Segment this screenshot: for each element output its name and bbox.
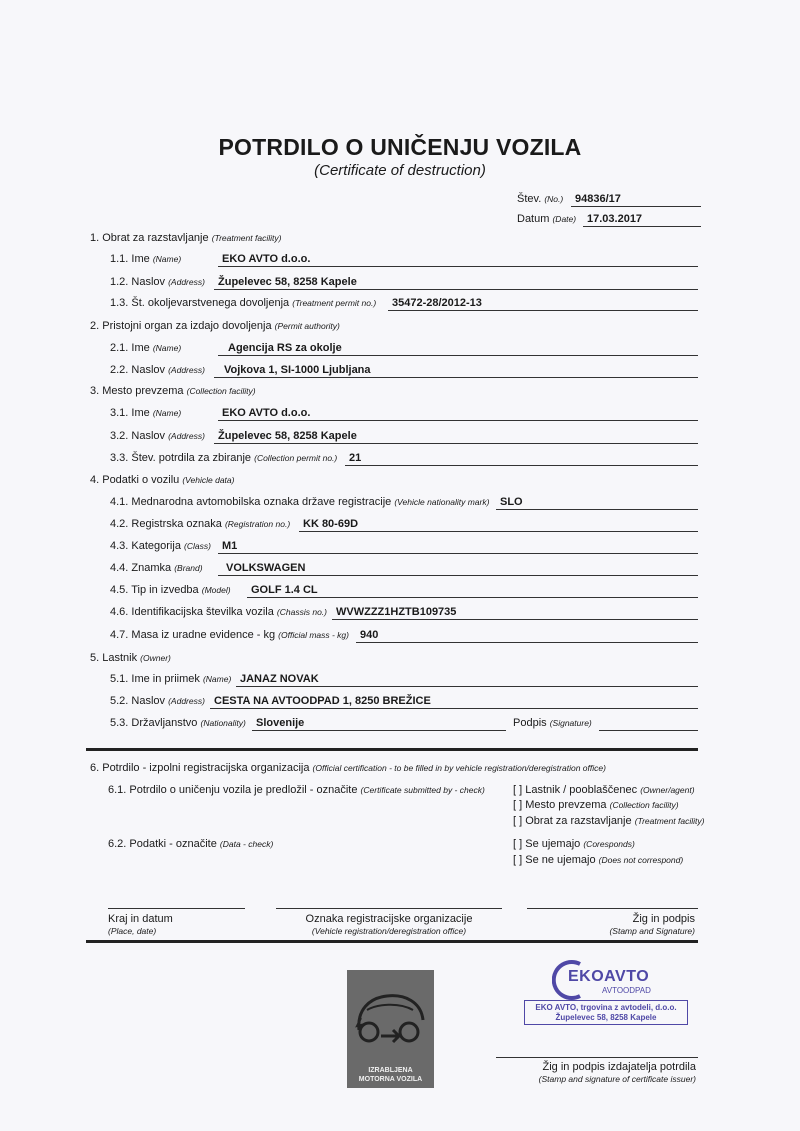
option-treatment-facility[interactable]: [ ] Obrat za razstavljanje (Treatment facility) — [513, 815, 705, 827]
signature-label: Podpis (Signature) — [513, 717, 592, 729]
place-date-label: Kraj in datum — [108, 913, 173, 925]
row-6-2-label: 6.2. Podatki - označite (Data - check) — [108, 838, 274, 850]
treatment-permit-field[interactable]: 35472-28/2012-13 — [388, 296, 698, 311]
stamp-brand: EKOAVTO — [568, 968, 650, 985]
row-3-3-label: 3.3. Štev. potrdila za zbiranje (Collection permit no.) — [110, 452, 338, 464]
row-1-2-label: 1.2. Naslov (Address) — [110, 276, 205, 288]
place-date-en: (Place, date) — [108, 926, 157, 936]
checkbox-collection-facility[interactable]: [ ] — [513, 799, 523, 811]
section-2-title: 2. Pristojni organ za izdajo dovoljenja (Permit authority) — [90, 320, 340, 332]
owner-address-field[interactable]: CESTA NA AVTOODPAD 1, 8250 BREŽICE — [210, 694, 698, 709]
place-date-line — [108, 908, 245, 909]
row-4-7-label: 4.7. Masa iz uradne evidence - kg (Official mass - kg) — [110, 629, 349, 641]
checkbox-owner-agent[interactable]: [ ] — [513, 784, 523, 796]
section-6-title: 6. Potrdilo - izpolni registracijska organizacija (Official certification - to be filled in by vehicle registration/deregistration office) — [90, 762, 606, 774]
section-4-title: 4. Podatki o vozilu (Vehicle data) — [90, 474, 235, 486]
row-2-1-label: 2.1. Ime (Name) — [110, 342, 182, 354]
row-4-5-label: 4.5. Tip in izvedba (Model) — [110, 584, 231, 596]
row-4-3-label: 4.3. Kategorija (Class) — [110, 540, 211, 552]
owner-nationality-field[interactable]: Slovenije — [252, 716, 506, 731]
row-3-2-label: 3.2. Naslov (Address) — [110, 430, 205, 442]
option-owner-agent[interactable]: [ ] Lastnik / pooblaščenec (Owner/agent) — [513, 784, 695, 796]
recycled-car-icon — [347, 970, 434, 1066]
row-5-1-label: 5.1. Ime in priimek (Name) — [110, 673, 232, 685]
checkbox-treatment-facility[interactable]: [ ] — [513, 815, 523, 827]
row-6-1-label: 6.1. Potrdilo o uničenju vozila je predložil - označite (Certificate submitted by - check) — [108, 784, 485, 796]
owner-name-field[interactable]: JANAZ NOVAK — [236, 672, 698, 687]
option-not-correspond[interactable]: [ ] Se ne ujemajo (Does not correspond) — [513, 854, 684, 866]
stamp-line — [527, 908, 698, 909]
row-5-2-label: 5.2. Naslov (Address) — [110, 695, 205, 707]
option-collection-facility[interactable]: [ ] Mesto prevzema (Collection facility) — [513, 799, 679, 811]
issuer-line — [496, 1057, 698, 1058]
vehicle-model-field[interactable]: GOLF 1.4 CL — [247, 583, 698, 598]
authority-address-field[interactable]: Vojkova 1, SI-1000 Ljubljana — [214, 363, 698, 378]
certificate-number-field[interactable]: 94836/17 — [571, 192, 701, 207]
company-stamp — [518, 960, 688, 1040]
stamp-signature-label: Žig in podpis — [632, 913, 695, 925]
collection-name-field[interactable]: EKO AVTO d.o.o. — [218, 406, 698, 421]
section-5-title: 5. Lastnik (Owner) — [90, 652, 171, 664]
page-subtitle: (Certificate of destruction) — [314, 162, 486, 179]
collection-permit-field[interactable]: 21 — [345, 451, 698, 466]
stamp-sub: AVTOODPAD — [602, 986, 651, 995]
checkbox-corresponds[interactable]: [ ] — [513, 838, 523, 850]
logo-caption: IZRABLJENA MOTORNA VOZILA — [358, 1067, 423, 1083]
facility-name-field[interactable]: EKO AVTO d.o.o. — [218, 252, 698, 267]
facility-address-field[interactable]: Župelevec 58, 8258 Kapele — [214, 275, 698, 290]
issuer-en: (Stamp and signature of certificate issuer) — [538, 1074, 696, 1084]
checkbox-not-correspond[interactable]: [ ] — [513, 854, 523, 866]
authority-name-field[interactable]: Agencija RS za okolje — [218, 341, 698, 356]
row-3-1-label: 3.1. Ime (Name) — [110, 407, 182, 419]
vehicle-brand-field[interactable]: VOLKSWAGEN — [218, 561, 698, 576]
vehicle-class-field[interactable]: M1 — [218, 539, 698, 554]
section-divider — [86, 748, 698, 751]
nationality-mark-field[interactable]: SLO — [496, 495, 698, 510]
row-4-6-label: 4.6. Identifikacijska številka vozila (Chassis no.) — [110, 606, 327, 618]
row-4-2-label: 4.2. Registrska oznaka (Registration no.) — [110, 518, 291, 530]
row-4-4-label: 4.4. Znamka (Brand) — [110, 562, 203, 574]
collection-address-field[interactable]: Župelevec 58, 8258 Kapele — [214, 429, 698, 444]
row-2-2-label: 2.2. Naslov (Address) — [110, 364, 205, 376]
footer-divider — [86, 940, 698, 943]
office-label: Oznaka registracijske organizacije — [305, 913, 473, 925]
page-title: POTRDILO O UNIČENJU VOZILA — [218, 134, 582, 160]
row-1-3-label: 1.3. Št. okoljevarstvenega dovoljenja (Treatment permit no.) — [110, 297, 377, 309]
vehicle-mass-field[interactable]: 940 — [356, 628, 698, 643]
date-label: Datum (Date) — [517, 213, 577, 225]
office-en: (Vehicle registration/deregistration office) — [311, 926, 467, 936]
option-corresponds[interactable]: [ ] Se ujemajo (Coresponds) — [513, 838, 635, 850]
row-1-1-label: 1.1. Ime (Name) — [110, 253, 182, 265]
number-label: Štev. (No.) — [517, 193, 564, 205]
stamp-box: EKO AVTO, trgovina z avtodeli, d.o.o. Župelevec 58, 8258 Kapele — [524, 1000, 688, 1025]
section-3-title: 3. Mesto prevzema (Collection facility) — [90, 385, 256, 397]
office-line — [276, 908, 502, 909]
stamp-signature-en: (Stamp and Signature) — [609, 926, 695, 936]
row-5-3-label: 5.3. Državljanstvo (Nationality) — [110, 717, 246, 729]
scrapped-vehicles-logo — [347, 970, 434, 1088]
section-1-title: 1. Obrat za razstavljanje (Treatment facility) — [90, 232, 282, 244]
certificate-date-field[interactable]: 17.03.2017 — [583, 212, 701, 227]
owner-signature-field[interactable] — [599, 716, 698, 731]
issuer-label: Žig in podpis izdajatelja potrdila — [542, 1061, 696, 1073]
row-4-1-label: 4.1. Mednarodna avtomobilska oznaka države registracije (Vehicle nationality mark) — [110, 496, 490, 508]
registration-number-field[interactable]: KK 80-69D — [299, 517, 698, 532]
chassis-number-field[interactable]: WVWZZZ1HZTB109735 — [332, 605, 698, 620]
